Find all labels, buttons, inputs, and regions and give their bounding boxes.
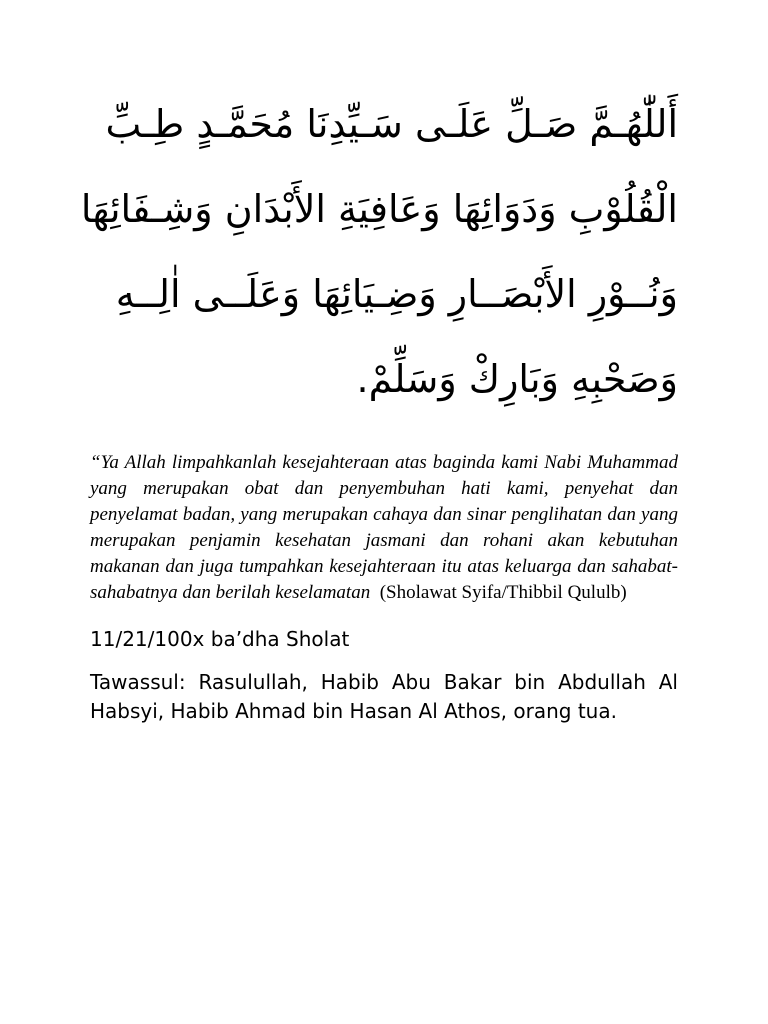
arabic-line: وَصَحْبِهِ وَبَارِكْ وَسَلِّمْ. [356,357,678,401]
arabic-line: الْقُلُوْبِ وَدَوَائِهَا وَعَافِيَةِ الأَبْدَانِ وَشِـفَائِهَا [80,187,678,231]
translation-text: “Ya Allah limpahkanlah kesejahteraan atas baginda kami Nabi Muhammad yang merupakan obat dan penyembuhan hati kami, penyehat dan penyelamat badan, yang merupakan cahaya dan sinar penglihatan dan yang merupakan penjamin kesehatan jasmani dan rohani akan kebutuhan makanan dan juga tumpahkan kesejahteraan itu atas keluarga dan sahabat-sahabatnya dan berilah keselamatan [90,452,678,603]
arabic-line: وَنُــوْرِ الأَبْصَــارِ وَضِـيَائِهَا وَعَلَــى اٰلِــهِ [115,272,678,316]
recitation-count: 11/21/100x ba’dha Sholat [90,627,350,651]
arabic-prayer [80,82,678,422]
document-page [80,82,678,726]
translation-paragraph [90,450,678,606]
arabic-line: أَللّٰهُـمَّ صَـلِّ عَلَـى سَـيِّدِنَا مُحَمَّـدٍ طِـبِّ [105,102,678,146]
translation-source: (Sholawat Syifa/Thibbil Qululb) [379,582,627,603]
tawassul-text: Tawassul: Rasulullah, Habib Abu Bakar bin Abdullah Al Habsyi, Habib Ahmad bin Hasan Al Athos, orang tua. [90,670,678,723]
